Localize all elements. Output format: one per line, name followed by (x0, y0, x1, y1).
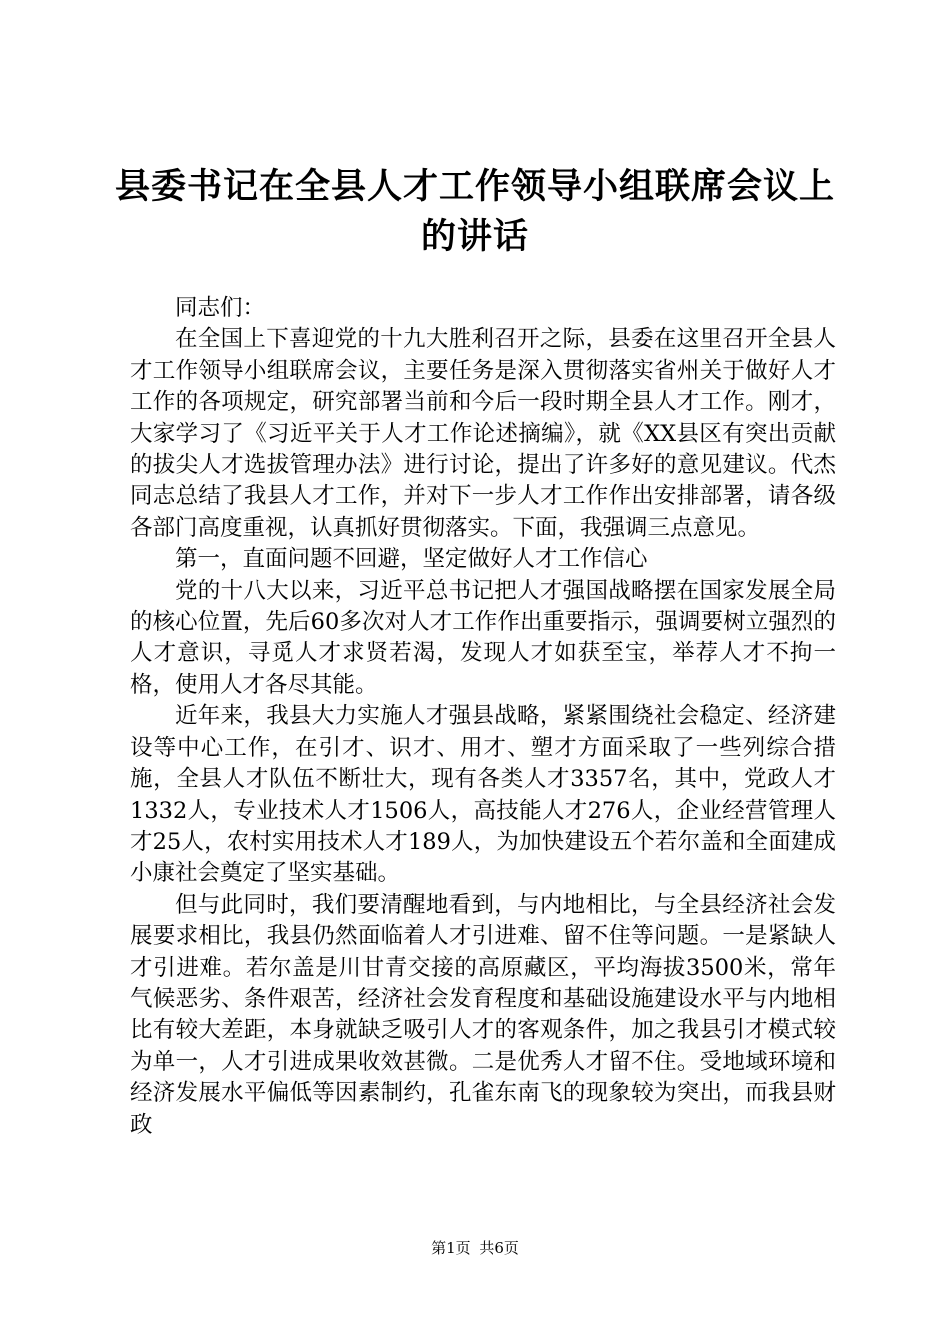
title-line-1: 县委书记在全县人才工作领导小组联席会议上 (114, 166, 835, 207)
page-number: 第1页 (431, 1239, 471, 1257)
paragraph: 在全国上下喜迎党的十九大胜利召开之际，县委在这里召开全县人才工作领导小组联席会议，主要任务是深入贯彻落实省州关于做好人才工作的各项规定，研究部署当前和今后一段时期全县人才工作。刚才，大家学习了《习近平关于人才工作论述摘编》，就《XX县区有突出贡献的拔尖人才选拔管理办法》进行讨论，提出了许多好的意见建议。代杰同志总结了我县人才工作，并对下一步人才工作作出安排部署，请各级各部门高度重视，认真抓好贯彻落实。下面，我强调三点意见。 (130, 326, 836, 541)
document-title (100, 162, 850, 262)
paragraph: 近年来，我县大力实施人才强县战略，紧紧围绕社会稳定、经济建设等中心工作，在引才、识才、用才、塑才方面采取了一些列综合措施，全县人才队伍不断壮大，现有各类人才3357名，其中，党政人才1332人，专业技术人才1506人，高技能人才276人，企业经营管理人才25人，农村实用技术人才189人，为加快建设五个若尔盖和全面建成小康社会奠定了坚实基础。 (130, 703, 836, 887)
title-line-2: 的讲话 (420, 216, 529, 257)
page-total: 共6页 (479, 1239, 519, 1257)
paragraph: 但与此同时，我们要清醒地看到，与内地相比，与全县经济社会发展要求相比，我县仍然面临着人才引进难、留不住等问题。一是紧缺人才引进难。若尔盖是川甘青交接的高原藏区，平均海拔3500米，常年气候恶劣、条件艰苦，经济社会发育程度和基础设施建设水平与内地相比有较大差距，本身就缺乏吸引人才的客观条件，加之我县引才模式较为单一，人才引进成果收效甚微。二是优秀人才留不住。受地域环境和经济发展水平偏低等因素制约，孔雀东南飞的现象较为突出，而我县财政 (130, 891, 836, 1138)
document-body (130, 293, 836, 1141)
paragraph: 党的十八大以来，习近平总书记把人才强国战略摆在国家发展全局的核心位置，先后60多次对人才工作作出重要指示，强调要树立强烈的人才意识，寻觅人才求贤若渴，发现人才如获至宝，举荐人才不拘一格，使用人才各尽其能。 (130, 577, 836, 698)
page-footer (0, 1238, 950, 1258)
section-heading: 第一，直面问题不回避，坚定做好人才工作信心 (175, 546, 648, 573)
salutation: 同志们： (175, 295, 266, 321)
